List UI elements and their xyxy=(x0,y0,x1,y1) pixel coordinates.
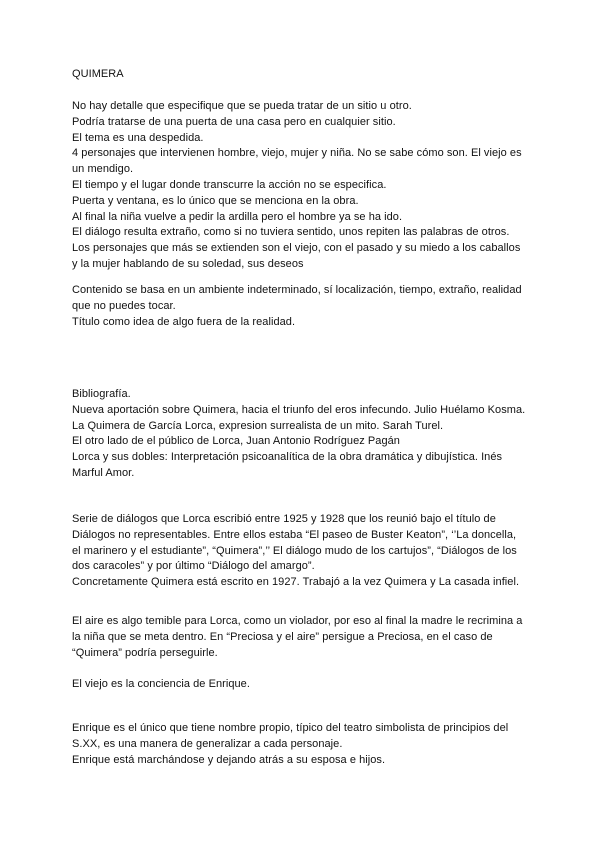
text-line: Los personajes que más se extienden son el viejo, con el pasado y su miedo a los caballos xyxy=(72,242,521,255)
old-man-paragraph xyxy=(72,677,542,693)
text-line: dos caracoles” y por último “Diálogo del amargo”. xyxy=(72,560,315,573)
bibliography-entry: La Quimera de García Lorca, expresion surrealista de un mito. Sarah Turel. xyxy=(72,419,444,432)
text-line: El aire es algo temible para Lorca, como un violador, por eso al final la madre le recrimina a xyxy=(72,615,523,627)
text-line: Al final la niña vuelve a pedir la ardilla pero el hombre ya se ha ido. xyxy=(72,210,403,223)
text-line: Contenido se basa en un ambiente indeterminado, sí localización, tiempo, extraño, realidad xyxy=(72,284,522,296)
text-line: Serie de diálogos que Lorca escribió entre 1925 y 1928 que los reunió bajo el título de xyxy=(72,513,496,525)
text-line: y la mujer hablando de su soledad, sus deseos xyxy=(72,257,304,270)
text-line: Título como idea de algo fuera de la realidad. xyxy=(72,315,296,328)
text-line: El viejo es la conciencia de Enrique. xyxy=(72,678,250,690)
text-line: El tema es una despedida. xyxy=(72,131,204,144)
bibliography-heading: Bibliografía. xyxy=(72,388,131,400)
text-line: El diálogo resulta extraño, como si no tuviera sentido, unos repiten las palabras de otros. xyxy=(72,226,510,239)
text-line: Puerta y ventana, es lo único que se menciona en la obra. xyxy=(72,194,359,207)
text-line: No hay detalle que especifique que se pueda tratar de un sitio u otro. xyxy=(72,100,412,112)
text-line: 4 personajes que intervienen hombre, viejo, mujer y niña. No se sabe cómo son. El viejo es xyxy=(72,147,522,160)
bibliography-entry: Nueva aportación sobre Quimera, hacia el triunfo del eros infecundo. Julio Huélamo Kosma. xyxy=(72,403,526,416)
text-line: la niña que se meta dentro. En “Preciosa y el aire” persigue a Preciosa, en el caso de xyxy=(72,630,493,643)
content-paragraph xyxy=(72,283,542,330)
bibliography-entry: El otro lado de el público de Lorca, Juan Antonio Rodríguez Pagán xyxy=(72,435,400,448)
document-title-block xyxy=(72,67,542,83)
text-line: Diálogos no representables. Entre ellos estaba “El paseo de Buster Keaton”, ‘’La doncella, xyxy=(72,528,517,541)
bibliography-paragraph xyxy=(72,387,542,482)
enrique-paragraph xyxy=(72,721,542,768)
series-paragraph xyxy=(72,512,542,591)
air-paragraph xyxy=(72,614,542,661)
text-line: Concretamente Quimera está escrito en 1927. Trabajó a la vez Quimera y La casada infiel. xyxy=(72,576,520,589)
text-line: Enrique está marchándose y dejando atrás a su esposa e hijos. xyxy=(72,753,386,766)
text-line: Enrique es el único que tiene nombre propio, típico del teatro simbolista de principios del xyxy=(72,722,509,734)
document-title: QUIMERA xyxy=(72,68,124,80)
text-line: un mendigo. xyxy=(72,163,134,176)
summary-paragraph xyxy=(72,99,542,273)
bibliography-entry: Lorca y sus dobles: Interpretación psicoanalítica de la obra dramática y dibujística. Inés xyxy=(72,451,503,464)
text-line: Podría tratarse de una puerta de una casa pero en cualquier sitio. xyxy=(72,115,396,128)
bibliography-entry: Marful Amor. xyxy=(72,466,135,479)
text-line: S.XX, es una manera de generalizar a cada personaje. xyxy=(72,737,343,750)
text-line: El tiempo y el lugar donde transcurre la acción no se especifica. xyxy=(72,178,387,191)
text-line: que no puedes tocar. xyxy=(72,299,176,312)
text-line: el marinero y el estudiante”, “Quimera”,’’ El diálogo mudo de los cartujos”, “Diálogos de los xyxy=(72,544,517,557)
text-line: “Quimera” podría perseguirle. xyxy=(72,646,218,659)
